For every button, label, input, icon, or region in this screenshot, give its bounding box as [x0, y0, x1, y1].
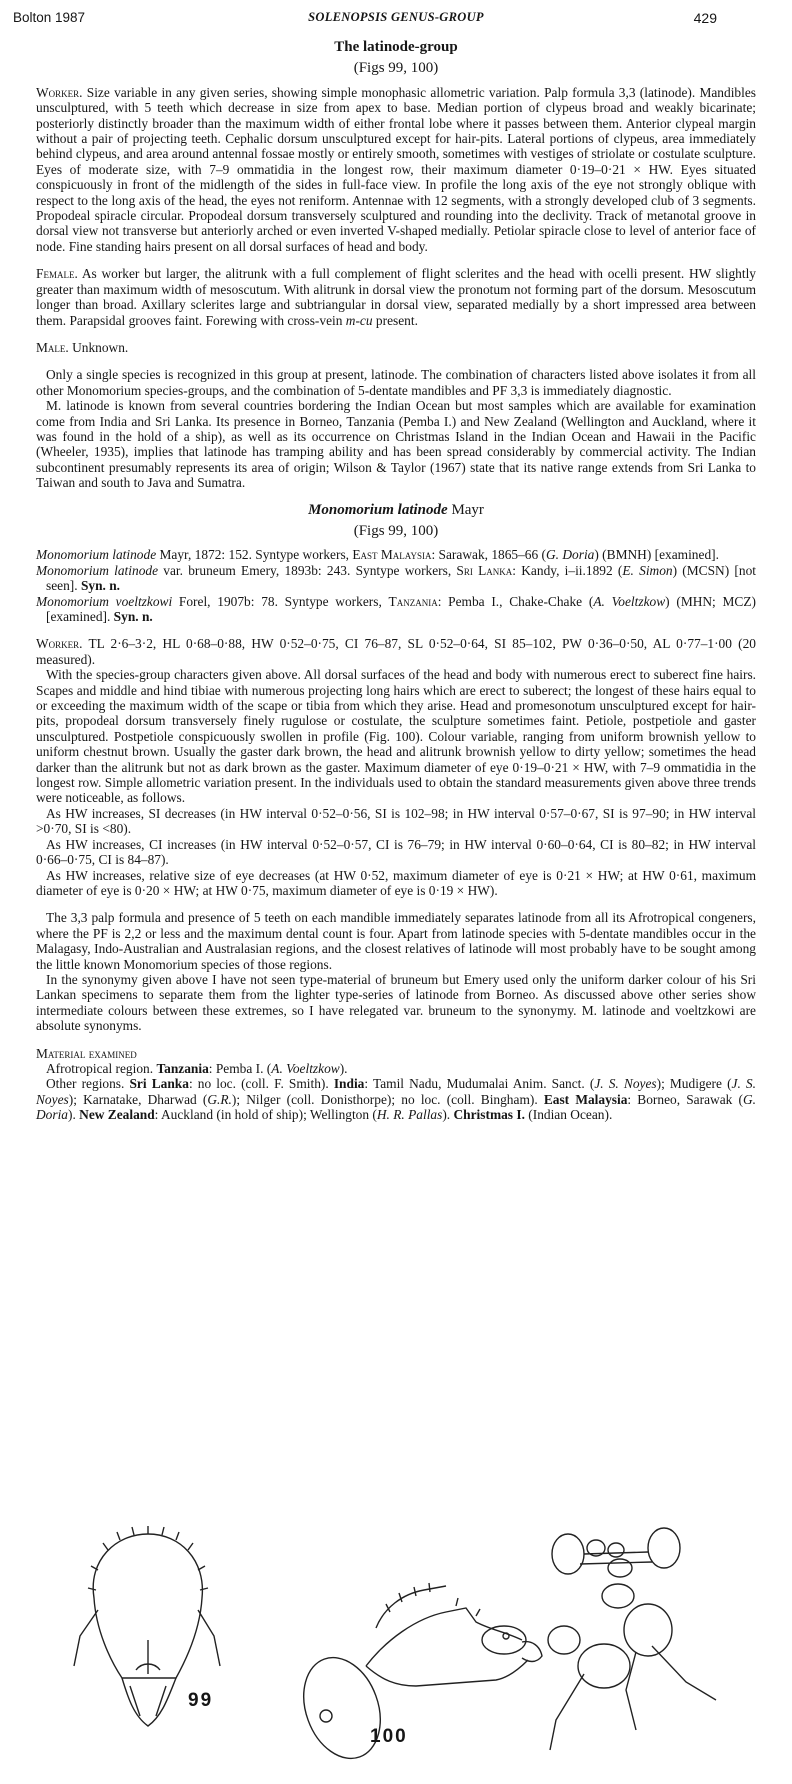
synonym-collector: A. Voeltzkow [593, 593, 666, 609]
material-country: India [333, 1076, 365, 1092]
material-collector: G.R. [207, 1091, 232, 1107]
material-collector: J. S. Noyes [594, 1076, 657, 1092]
male-text: Unknown. [72, 339, 129, 355]
worker-group-text: Size variable in any given series, showing simple monophasic allometric variation. Palp formula 3,3 (latinode). Mandibles unsculptured, with 5 teeth which decrease in size from apex to base. Median portion of clypeus broad and weakly bicarinate; posteriorly distinctly broader than the maximum width of either frontal lobe where it passes between them. Anterior clypeal margin without a pair of projecting teeth. Cephalic dorsum unsculptured except for hair-pits. Lateral portions of clypeus, area immediately behind clypeus, and area around antennal fossae mostly or entirely smooth, sometimes with vestiges of striolate or costulate sculpture. Eyes of moderate size, with 7–9 ommatidia in the longest row, their maximum diameter 0·19–0·21 × HW. Eyes situated conspicuously in front of the midlength of the sides in full-face view. In profile the long axis of the eye not strongly oblique with respect to the long axis of the head, the eyes not reniform. Antennae with 12 segments, with a strongly developed club of 3 segments. Propodeal spiracle circular. Propodeal dorsum transversely sculptured and rounding into the declivity. Track of metanotal groove in dorsal view not transverse but anteriorly arched or even inverted V-shaped medially. Petiolar spiracle close to level of anterior face of node. Fine standing hairs present on all dorsal surfaces of head and body. [36, 84, 756, 254]
synonym-collector: G. Doria [546, 547, 595, 563]
species-discussion-2: In the synonymy given above I have not seen type-material of bruneum but Emery used only the uniform darker colour of his Sri Lankan specimens to separate them from the lighter type-series of latinode from Borneo. As discussed above other series show intermediate colours between these extremes, so I have relegated var. bruneum to the synonymy. M. latinode and voeltzkowi are absolute synonyms. [36, 971, 756, 1034]
figure-100-label: 100 [370, 1726, 408, 1747]
page-number: 429 [693, 10, 717, 26]
material-country: Christmas I. [453, 1107, 525, 1123]
species-name: Monomorium latinode [308, 501, 448, 518]
material-country: New Zealand [79, 1107, 155, 1123]
material-heading: Material examined [36, 1045, 137, 1061]
group-discussion-1: Only a single species is recognized in this group at present, latinode. The combination of characters listed above isolates it from all other Monomorium species-groups, and the combination of 5-dentate mandibles and PF 3,3 is immediately diagnostic. [36, 367, 756, 398]
allometry-trend: As HW increases, CI increases (in HW interval 0·52–0·57, CI is 76–79; in HW interval 0·60–0·64, CI is 80–82; in HW interval 0·66–0·75, CI is 84–87). [36, 836, 756, 868]
synonym-name: Monomorium voeltzkowi [36, 593, 173, 609]
material-region: Afrotropical region. [46, 1060, 157, 1076]
male-paragraph [36, 340, 756, 355]
species-title [36, 503, 756, 518]
material-locality: : Pemba I. ( [208, 1060, 272, 1076]
allometry-trend: As HW increases, SI decreases (in HW interval 0·52–0·56, SI is 102–98; in HW interval 0·57–0·67, SI is 97–90; in HW interval >0·70, SI is <80). [36, 805, 756, 837]
synonym-citation: var. bruneum Emery, 1893b: 243. Syntype workers, [158, 562, 457, 578]
worker-label: Worker. [36, 84, 83, 100]
material-collector: H. R. Pallas [376, 1107, 443, 1123]
synonym-locality: East Malaysia [352, 547, 432, 563]
material-region: Other regions. [46, 1076, 130, 1092]
material-country: East Malaysia [543, 1091, 628, 1107]
synonym-name: Monomorium latinode [36, 562, 159, 578]
figure-area [36, 1490, 756, 1770]
female-paragraph [36, 266, 756, 328]
material-collector: J. S. Noyes [36, 1076, 756, 1107]
worker-species-label: Worker. [36, 636, 83, 652]
synonym-collector: E. Simon [622, 562, 673, 578]
female-text-end: present. [372, 312, 418, 328]
worker-group-paragraph [36, 85, 756, 254]
group-title: The latinode-group [334, 39, 458, 55]
group-figs-ref: (Figs 99, 100) [353, 60, 439, 77]
page-body [36, 38, 756, 1123]
worker-species-measurements [36, 636, 756, 667]
synonym-repository: ) (MCSN) [not seen]. [46, 562, 756, 594]
material-locality: ). [68, 1107, 80, 1123]
material-country: Sri Lanka [129, 1076, 189, 1092]
synonym-repository: ) (MHN; MCZ) [examined]. [46, 593, 756, 624]
body-profile-drawing [290, 1528, 716, 1769]
male-label: Male. [36, 339, 69, 355]
worker-species-description: With the species-group characters given above. All dorsal surfaces of the head and body with numerous erect to suberect fine hairs. Scapes and middle and hind tibiae with numerous projecting long hairs which are erect to suberect; the longest of these hairs equal to or exceeding the maximum width of the scape or tibia from which they arise. Head and promesonotum unsculptured except for hair-pits, propodeal dorsum transversely finely rugulose or costulate, the sculpture sometimes faint. Petiole, postpetiole and gaster unsculptured. Postpetiole conspicuously swollen in profile (Fig. 100). Colour variable, ranging from uniform brownish yellow to uniform chestnut brown. Usually the gaster dark brown, the head and alitrunk brownish yellow to dirty yellow; sometimes the head darker than the alitrunk but not as dark brown as the gaster. Maximum diameter of eye 0·19–0·21 × HW, with 7–9 ommatidia in the longest row. Simple allometric variation present. In the individuals used to obtain the standard measurements given above three trends were noticeable, as follows. [36, 667, 756, 806]
synonym-citation: Mayr, 1872: 152. Syntype workers, [156, 547, 353, 563]
measurements-text: TL 2·6–3·2, HL 0·68–0·88, HW 0·52–0·75, CI 76–87, SL 0·52–0·64, SI 85–102, PW 0·36–0·50, AL 0·77–1·00 (20 measured). [36, 636, 756, 667]
material-locality: : Auckland (in hold of ship); Wellington ( [154, 1107, 377, 1123]
running-header [0, 10, 792, 32]
material-collector: A. Voeltzkow [271, 1060, 340, 1076]
synonym-locality: Sri Lanka [456, 562, 513, 578]
synonym-repository: ) (BMNH) [examined]. [594, 547, 719, 563]
female-vein-term: m-cu [345, 312, 373, 328]
synonym-detail: : Kandy, i–ii.1892 ( [512, 562, 623, 578]
header-author-year: Bolton 1987 [13, 10, 86, 25]
synonym-detail: : Sarawak, 1865–66 ( [431, 547, 547, 563]
synonym-locality: Tanzania [388, 593, 438, 609]
synonymy-list [36, 547, 756, 624]
synonym-detail: : Pemba I., Chake-Chake ( [437, 593, 594, 609]
group-discussion-2: M. latinode is known from several countries bordering the Indian Ocean but most samples which are available for examination come from India and Sri Lanka. Its presence in Borneo, Tanzania (Pemba I.) and New Zealand (Wellington and Auckland, where it was found in the hold of a ship), as well as its occurrence on Christmas Island in the Indian Ocean and Hawaii in the Pacific (Wheeler, 1935), implies that latinode has tramping ability and has been spread considerably by commercial activity. The Indian subcontinent presumably represents its area of origin; Wilson & Taylor (1967) state that its native range extends from Sri Lanka to Taiwan and south to Java and Sumatra. [36, 398, 756, 491]
synonym-name: Monomorium latinode [36, 547, 157, 563]
material-locality: ). [442, 1107, 454, 1123]
material-afrotropical [36, 1061, 756, 1076]
figure-99-label: 99 [188, 1690, 214, 1711]
material-locality: : Tamil Nadu, Mudumalai Anim. Sanct. ( [364, 1076, 595, 1092]
synonymy-entry [36, 563, 756, 594]
material-locality: : Borneo, Sarawak ( [627, 1091, 743, 1107]
species-author: Mayr [451, 501, 484, 518]
material-locality: : no loc. (coll. F. Smith). [188, 1076, 334, 1092]
synonymy-entry [36, 594, 756, 625]
female-text: As worker but larger, the alitrunk with a full complement of flight sclerites and the head with ocelli present. HW slightly greater than maximum width of mesoscutum. With alitrunk in dorsal view the pronotum not forming part of the dorsum. Mesoscutum longer than broad. Axillary sclerites large and subtriangular in dorsal view, separated medially by a short impressed area between them. Parapsidal grooves faint. Forewing with cross-vein [36, 266, 757, 328]
synonym-status: Syn. n. [113, 609, 153, 624]
material-text: ). [339, 1060, 348, 1076]
species-discussion-1: The 3,3 palp formula and presence of 5 teeth on each mandible immediately separates latinode from all its Afrotropical congeners, where the PF is 2,2 or less and the maximum dental count is four. Apart from latinode species with 5-dentate mandibles occur in the Malagasy, Indo-Australian and Australasian regions, and the closest relatives of latinode will most probably have to be sought among the little known Monomorium species of those regions. [36, 910, 756, 972]
material-collector: G. Doria [36, 1091, 756, 1123]
material-locality: ); Mudigere ( [656, 1076, 732, 1092]
species-figs-ref: (Figs 99, 100) [353, 522, 439, 539]
header-section-title: SOLENOPSIS GENUS-GROUP [308, 10, 484, 24]
synonym-status: Syn. n. [80, 578, 121, 594]
material-locality: (Indian Ocean). [524, 1107, 613, 1123]
material-locality: ); Nilger (coll. Donisthorpe); no loc. (coll. Bingham). [231, 1091, 544, 1107]
synonymy-entry [36, 547, 756, 562]
allometry-trend: As HW increases, relative size of eye decreases (at HW 0·52, maximum diameter of eye is 0·21 × HW; at HW 0·61, maximum diameter of eye is 0·20 × HW; at HW 0·75, maximum diameter of eye is 0·19 × HW). [36, 867, 756, 898]
female-label: Female. [36, 266, 78, 282]
synonym-citation: Forel, 1907b: 78. Syntype workers, [172, 593, 389, 609]
material-other-regions [36, 1076, 756, 1122]
material-country: Tanzania [156, 1060, 209, 1076]
material-locality: ); Karnatake, Dharwad ( [68, 1091, 208, 1107]
